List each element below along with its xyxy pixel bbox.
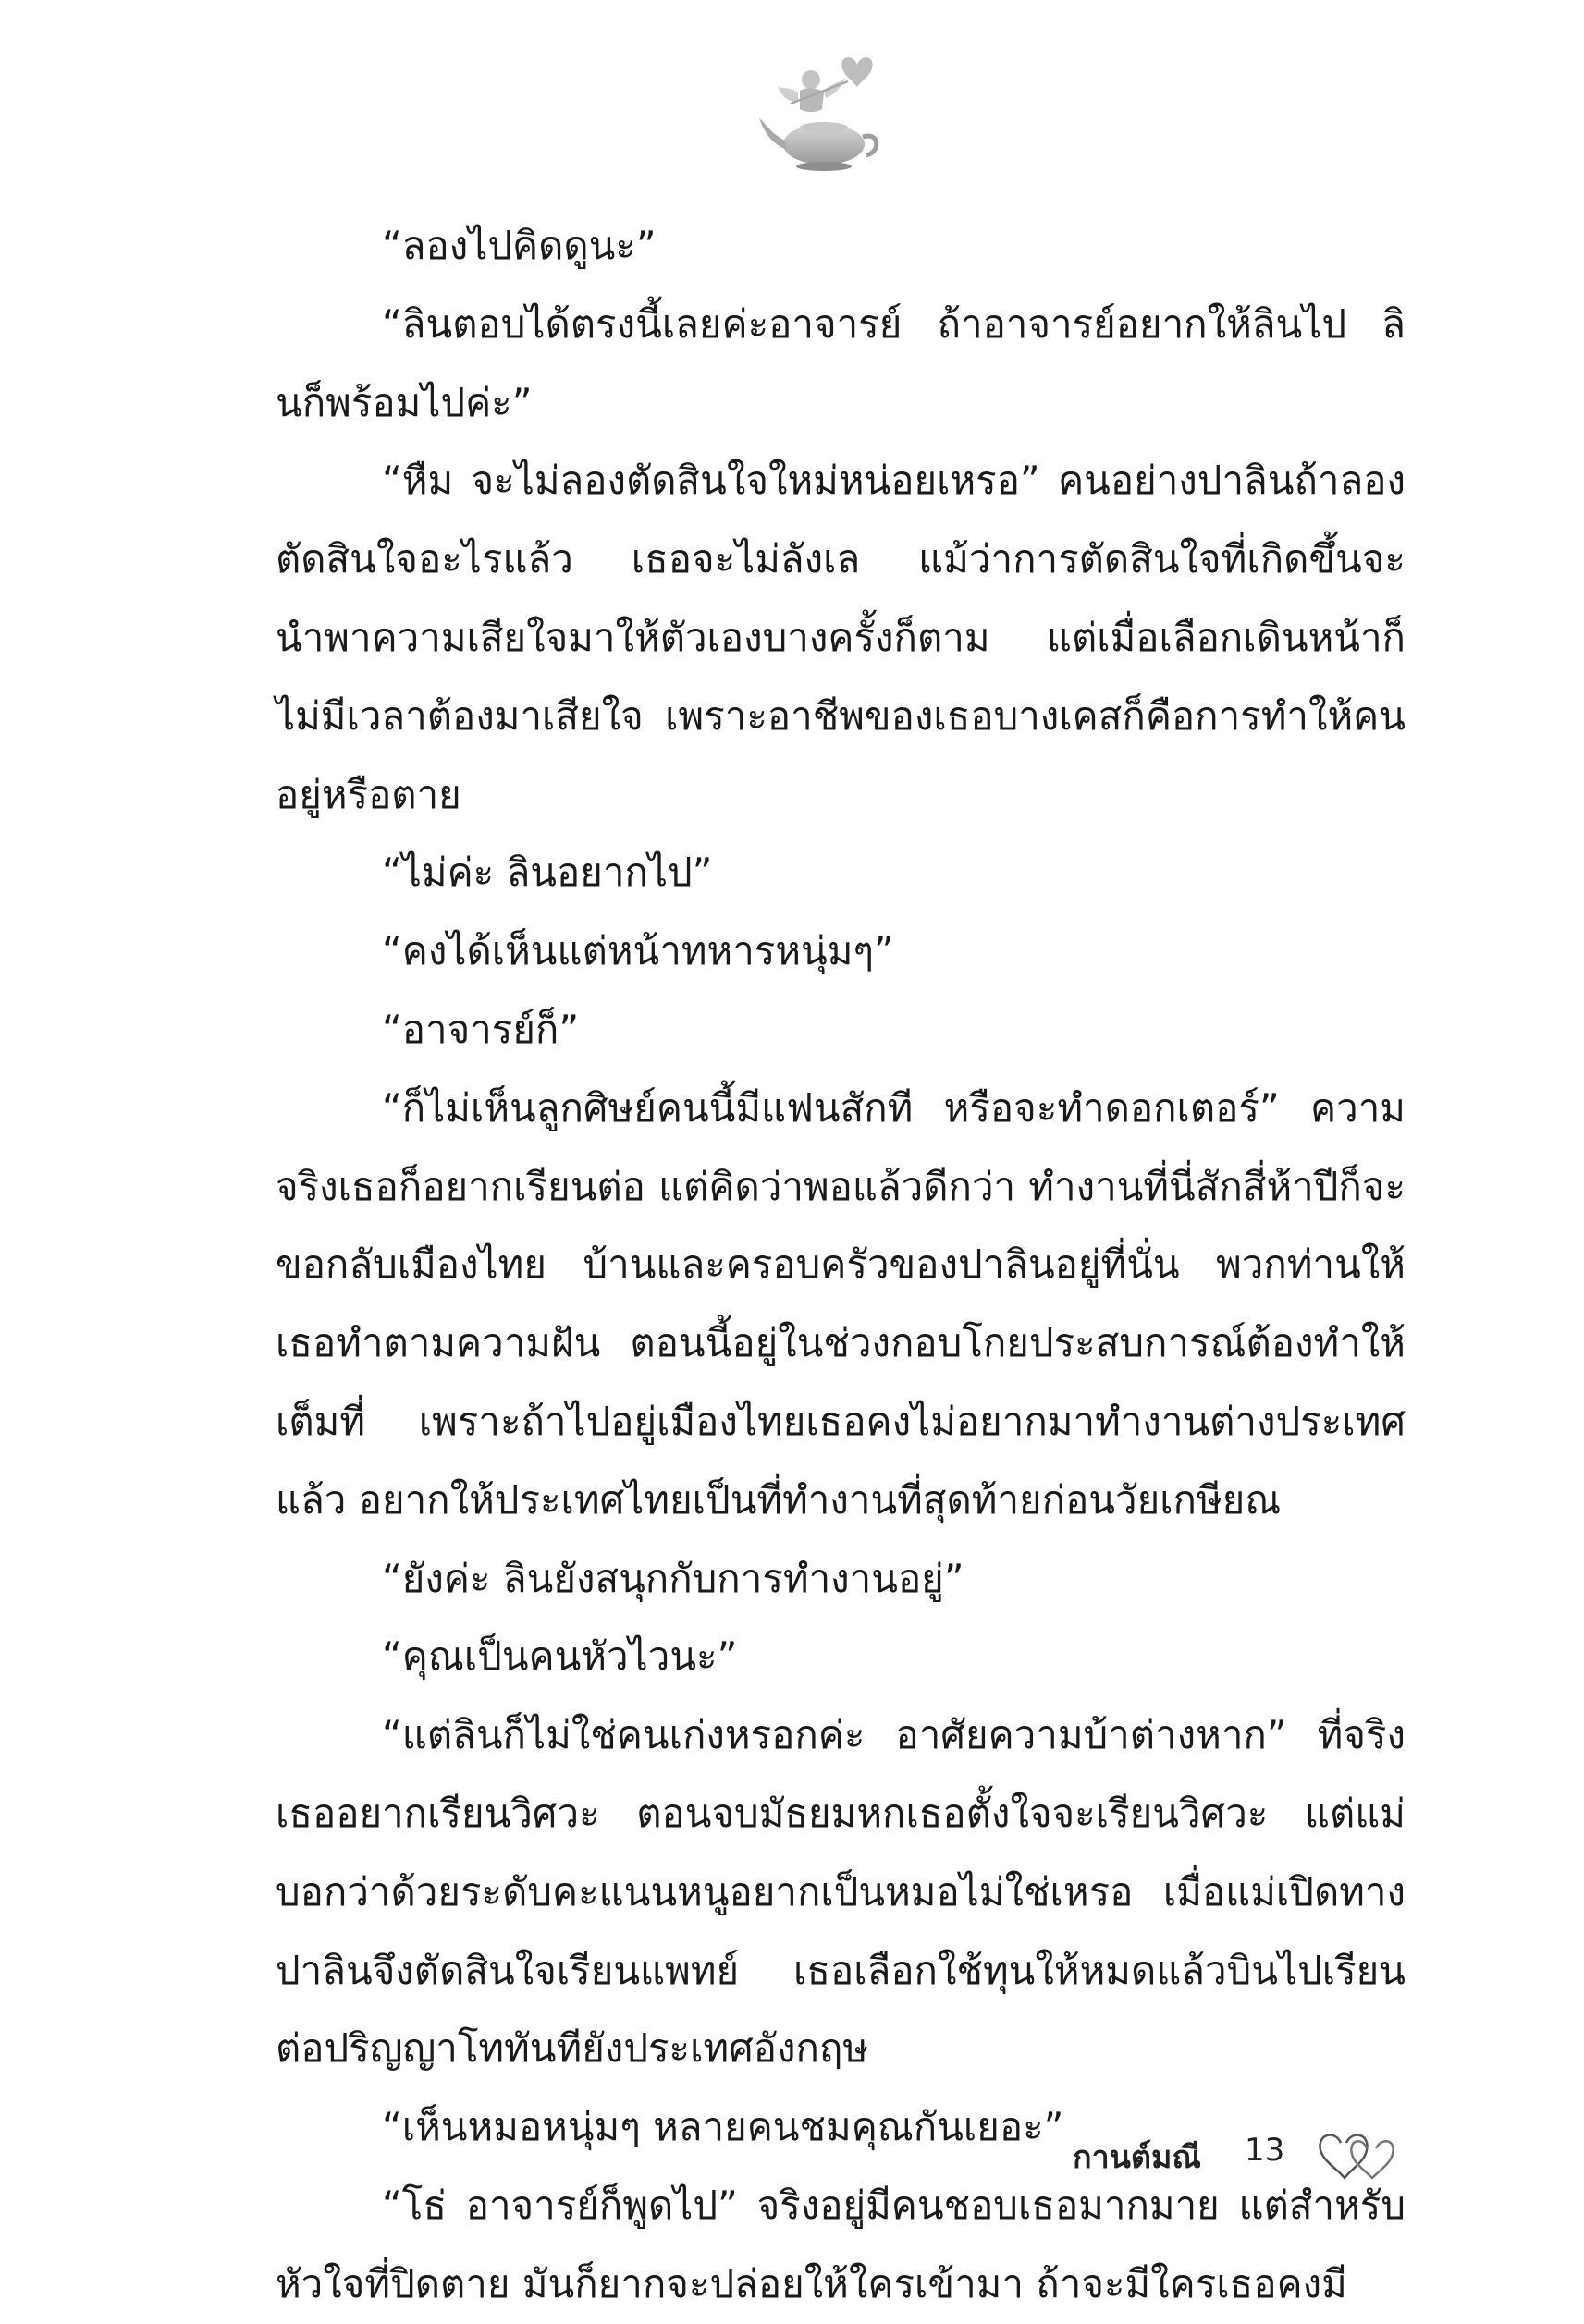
paragraph: “หืม จะไม่ลองตัดสินใจใหม่หน่อยเหรอ” คนอย่างปาลินถ้าลองตัดสินใจอะไรแล้ว เธอจะไม่ลังเล แม้ว่าการตัดสินใจที่เกิดขึ้นจะนำพาความเสียใจมาให้ตัวเองบางครั้งก็ตาม แต่เมื่อเลือกเดินหน้าก็ไม่มีเวลาต้องมาเสียใจ เพราะอาชีพของเธอบางเคสก็คือการทำให้คนอยู่หรือตาย xyxy=(276,458,1406,817)
body-text xyxy=(276,207,1406,2324)
paragraph: “แต่ลินก็ไม่ใช่คนเก่งหรอกค่ะ อาศัยความบ้าต่างหาก” ที่จริงเธออยากเรียนวิศวะ ตอนจบมัธยมหกเธอตั้งใจจะเรียนวิศวะ แต่แม่บอกว่าด้วยระดับคะแนนหนูอยากเป็นหมอไม่ใช่เหรอ เมื่อแม่เปิดทางปาลินจึงตัดสินใจเรียนแพทย์ เธอเลือกใช้ทุนให้หมดแล้วบินไปเรียนต่อปริญญาโททันทียังประเทศอังกฤษ xyxy=(276,1712,1406,2072)
page-number: 13 xyxy=(1245,2132,1285,2169)
paragraph: “เห็นหมอหนุ่มๆ หลายคนชมคุณกันเยอะ” xyxy=(382,2104,1064,2150)
double-heart-outline-icon xyxy=(1313,2124,1406,2189)
paragraph: “คงได้เห็นแต่หน้าทหารหนุ่มๆ” xyxy=(382,928,894,974)
paragraph: “อาจารย์ก็” xyxy=(382,1006,580,1052)
page-footer xyxy=(1073,2124,1424,2198)
paragraph: “โธ่ อาจารย์ก็พูดไป” จริงอยู่มีคนชอบเธอมากมาย แต่สำหรับหัวใจที่ปิดตาย มันก็ยากจะปล่อยให้ใครเข้ามา ถ้าจะมีใครเธอคงมี xyxy=(276,2182,1406,2306)
teapot-cupid-logo-icon xyxy=(744,48,902,177)
book-title: กานต์มณี xyxy=(1073,2139,1201,2176)
paragraph: “คุณเป็นคนหัวไวนะ” xyxy=(382,1633,738,1680)
paragraph: “ลินตอบได้ตรงนี้เลยค่ะอาจารย์ ถ้าอาจารย์อยากให้ลินไป ลินก็พร้อมไปค่ะ” xyxy=(276,300,1406,425)
paragraph: “ก็ไม่เห็นลูกศิษย์คนนี้มีแฟนสักที หรือจะทำดอกเตอร์” ความจริงเธอก็อยากเรียนต่อ แต่คิดว่าพอแล้วดีกว่า ทำงานที่นี่สักสี่ห้าปีก็จะขอกลับเมืองไทย บ้านและครอบครัวของปาลินอยู่ที่นั่น พวกท่านให้เธอทำตามความฝัน ตอนนี้อยู่ในช่วงกอบโกยประสบการณ์ต้องทำให้เต็มที่ เพราะถ้าไปอยู่เมืองไทยเธอคงไม่อยากมาทำงานต่างประเทศแล้ว อยากให้ประเทศไทยเป็นที่ทำงานที่สุดท้ายก่อนวัยเกษียณ xyxy=(276,1084,1406,1523)
paragraph: “ลองไปคิดดูนะ” xyxy=(382,223,657,268)
paragraph: “ไม่ค่ะ ลินอยากไป” xyxy=(382,850,713,896)
paragraph: “ยังค่ะ ลินยังสนุกกับการทำงานอยู่” xyxy=(382,1555,964,1601)
